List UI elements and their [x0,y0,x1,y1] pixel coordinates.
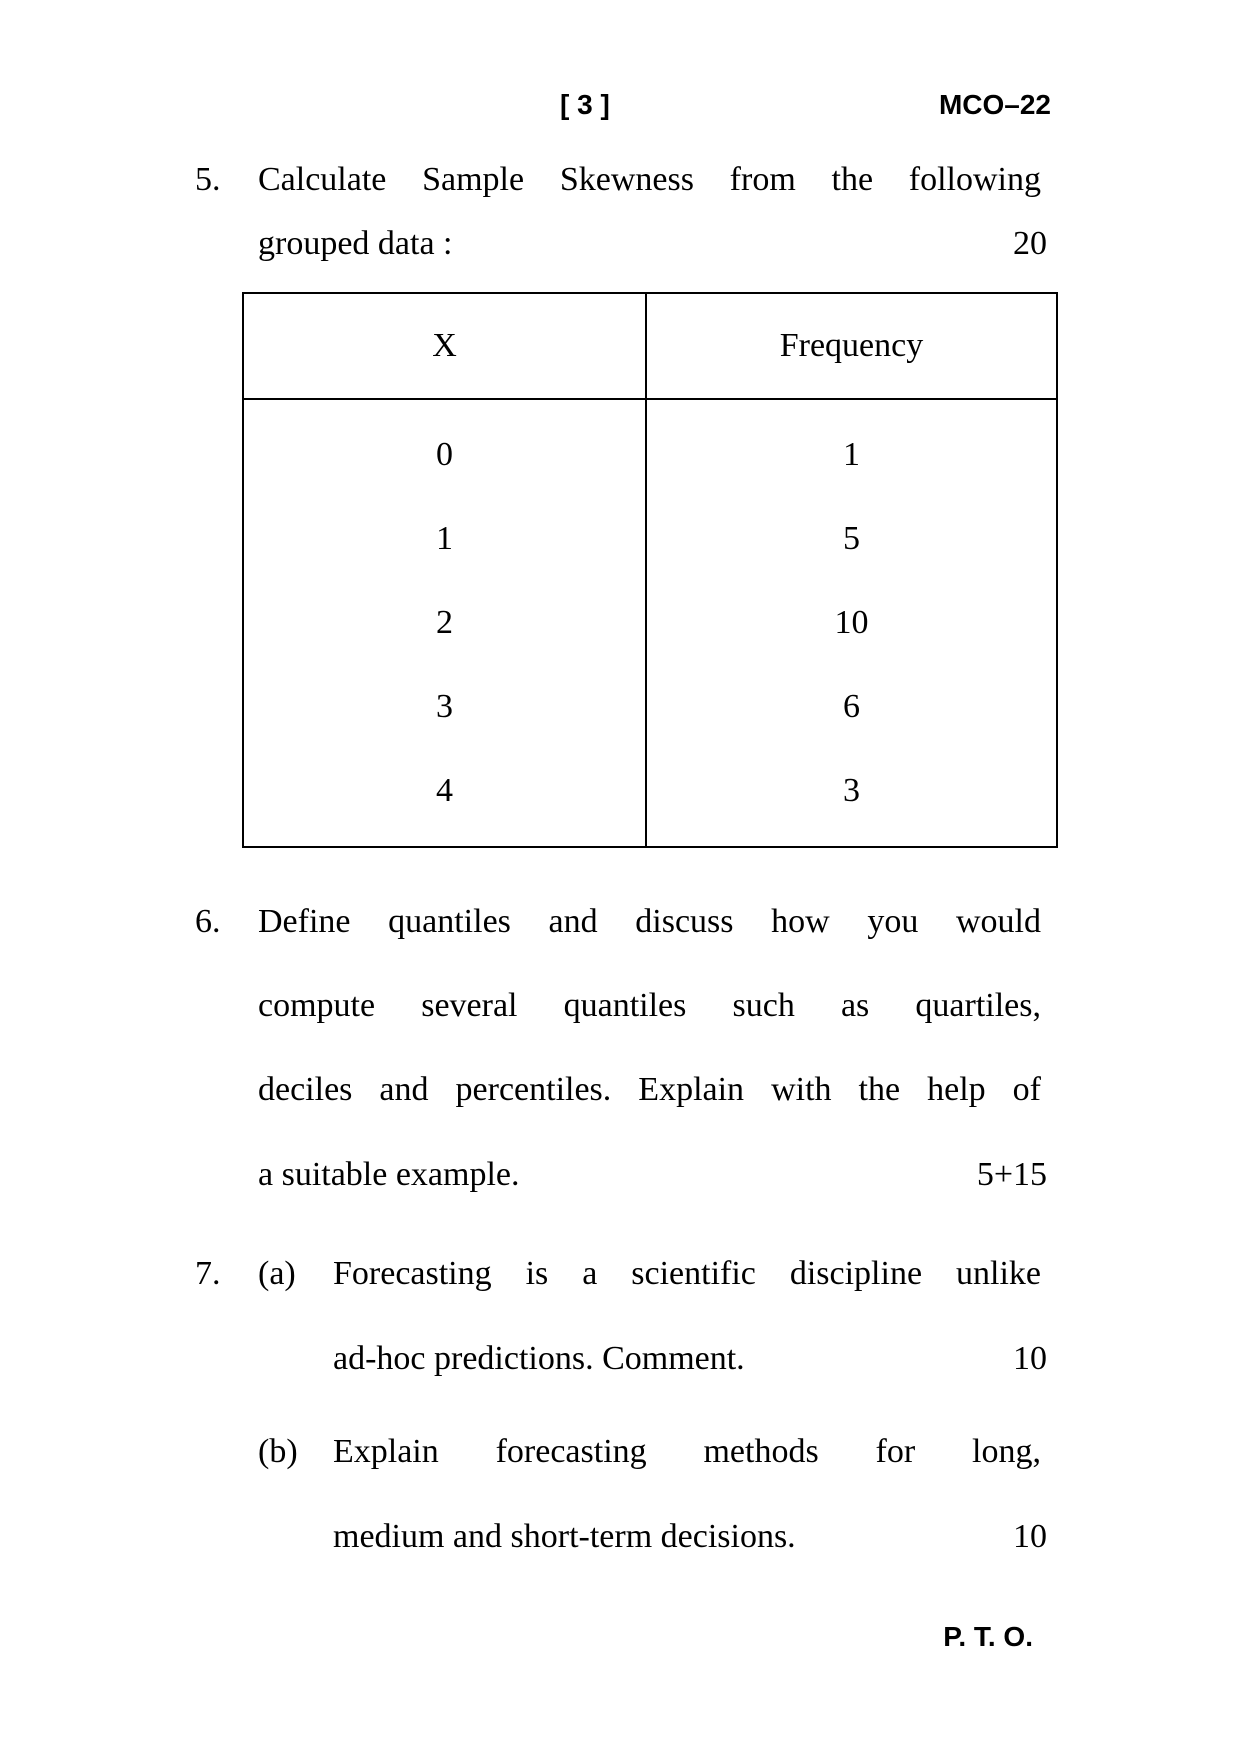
table-cell-x: 3 [243,665,646,749]
table-cell-frequency: 6 [843,688,860,725]
table-row [243,399,1057,497]
table-cell-x: 4 [243,749,646,847]
question-6-line-1: Define quantiles and discuss how you would [258,903,1041,940]
question-7a-line-2: ad-hoc predictions. Comment. [333,1340,745,1377]
table-cell-frequency: 10 [834,604,869,641]
table-cell-frequency: 3 [843,772,860,809]
question-6-line-3: deciles and percentiles. Explain with the help of [258,1071,1041,1108]
table-cell-frequency: 5 [843,520,860,557]
table-row [243,581,1057,665]
question-7a-marks: 10 [1013,1340,1047,1377]
table-cell-x: 1 [243,497,646,581]
column-header-x: X [243,293,646,399]
column-header-frequency: Frequency [646,293,1057,399]
table-cell-x: 2 [243,581,646,665]
question-7a-line-1: Forecasting is a scientific discipline unlike [333,1255,1041,1292]
table-row [243,665,1057,749]
question-7b-line-1: Explain forecasting methods for long, [333,1433,1041,1470]
table-row [243,497,1057,581]
please-turn-over: P. T. O. [943,1621,1033,1652]
question-6-marks: 5+15 [976,1156,1047,1193]
table-header-row [243,293,1057,399]
table-row [243,749,1057,847]
question-7-number: 7. [195,1255,221,1292]
question-7b-marks: 10 [1013,1518,1047,1555]
question-6-line-4: a suitable example. [258,1156,520,1193]
question-5-number: 5. [195,161,221,198]
table-cell-frequency: 1 [843,436,860,473]
paper-code: MCO–22 [938,89,1051,120]
question-7b-label: (b) [258,1433,298,1470]
table-cell-x: 0 [243,399,646,497]
grouped-data-table [242,292,1058,848]
question-7b-line-2: medium and short-term decisions. [333,1518,796,1555]
question-5-line-1: Calculate Sample Skewness from the following [258,161,1041,198]
page-number: [ 3 ] [560,89,610,120]
question-5-line-2: grouped data : [258,225,453,262]
question-6-number: 6. [195,903,221,940]
question-7a-label: (a) [258,1255,296,1292]
question-5-marks: 20 [1013,225,1047,262]
question-6-line-2: compute several quantiles such as quartiles, [258,987,1041,1024]
